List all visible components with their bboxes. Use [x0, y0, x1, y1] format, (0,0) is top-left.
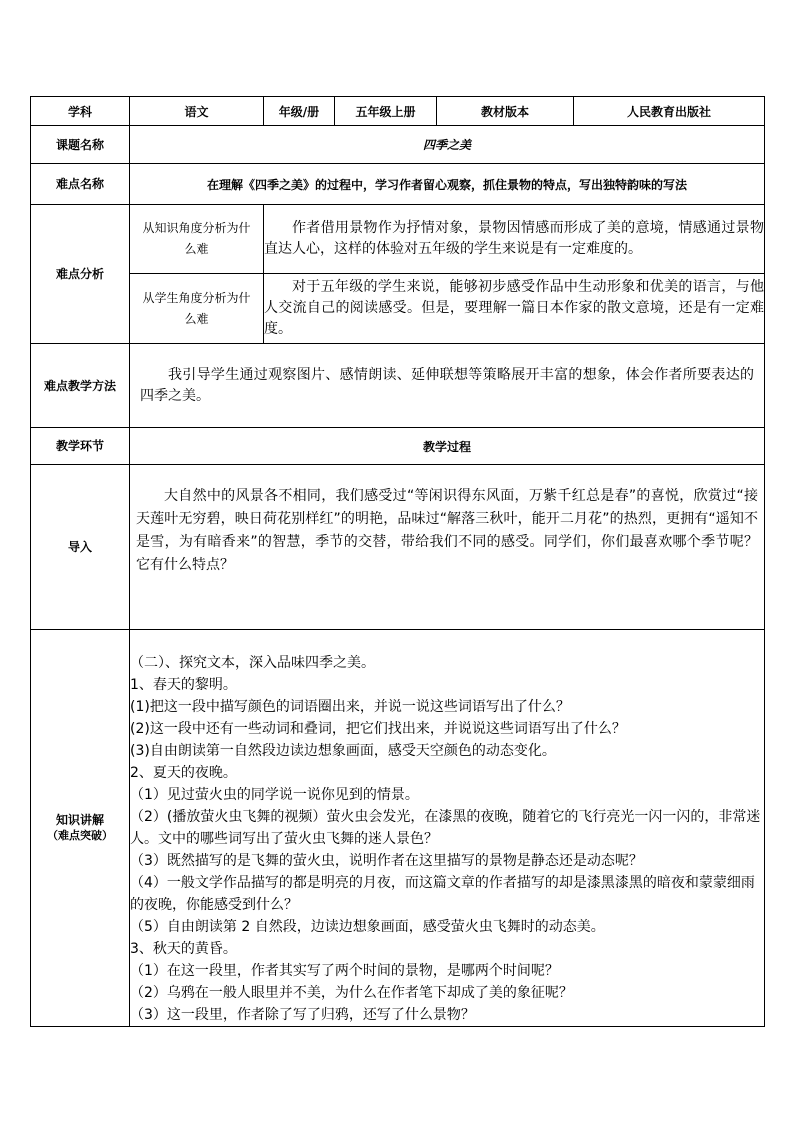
knowledge-label-line2: （难点突破） — [47, 829, 113, 842]
knowledge-angle-label — [130, 205, 264, 274]
intro-label: 导入 — [31, 465, 130, 630]
edition-value: 人民教育出版社 — [574, 97, 765, 126]
process-header-row — [31, 428, 765, 465]
knowledge-line: 3、秋天的黄昏。 — [130, 941, 237, 957]
lesson-name-value: 四季之美 — [130, 126, 765, 164]
subject-value: 语文 — [130, 97, 264, 126]
student-angle-text: 从学生角度分析为什么难 — [142, 290, 251, 326]
intro-row — [31, 465, 765, 630]
subject-label: 学科 — [31, 97, 130, 126]
edition-label: 教材版本 — [437, 97, 574, 126]
knowledge-line: （1）在这一段里，作者其实写了两个时间的景物，是哪两个时间呢？ — [130, 963, 559, 979]
difficulty-label: 难点名称 — [31, 164, 130, 205]
header-row — [31, 97, 765, 126]
knowledge-line: 1、春天的黎明。 — [130, 677, 237, 693]
stage-header-label: 教学环节 — [31, 428, 130, 465]
knowledge-line: （二）、探究文本，深入品味四季之美。 — [130, 655, 375, 671]
method-content — [130, 344, 765, 428]
knowledge-line: （2）乌鸦在一般人眼里并不美，为什么在作者笔下却成了美的象征呢？ — [130, 985, 573, 1001]
knowledge-line: （1）见过萤火虫的同学说一说你见到的情景。 — [130, 787, 419, 803]
student-angle-content — [264, 274, 765, 344]
difficulty-value: 在理解《四季之美》的过程中，学习作者留心观察，抓住景物的特点，写出独特韵味的写法 — [130, 164, 765, 205]
knowledge-line: (3)自由朗读第一自然段边读边想象画面，感受天空颜色的动态变化。 — [130, 743, 556, 759]
student-angle-label — [130, 274, 264, 344]
knowledge-angle-paragraph: 作者借用景物作为抒情对象，景物因情感而形成了美的意境，情感通过景物直达人心，这样的体验对五年级的学生来说是有一定难度的。 — [264, 220, 764, 257]
knowledge-line: 2、夏天的夜晚。 — [130, 765, 237, 781]
knowledge-line: (2)这一段中还有一些动词和叠词，把它们找出来，并说说这些词语写出了什么？ — [130, 721, 626, 737]
knowledge-line: （3）既然描写的是飞舞的萤火虫，说明作者在这里描写的景物是静态还是动态呢？ — [130, 853, 643, 869]
lesson-name-row — [31, 126, 765, 164]
method-row — [31, 344, 765, 428]
knowledge-content — [130, 630, 765, 1027]
knowledge-angle-content — [264, 205, 765, 274]
knowledge-line: （2）(播放萤火虫飞舞的视频）萤火虫会发光，在漆黑的夜晚，随着它的飞行亮光一闪一闪的，非常迷人。文中的哪些词写出了萤火虫飞舞的迷人景色？ — [130, 809, 761, 847]
knowledge-line: （5）自由朗读第 2 自然段，边读边想象画面，感受萤火虫飞舞时的动态美。 — [130, 919, 605, 935]
lesson-plan-table — [30, 96, 765, 1027]
knowledge-line: （4）一般文学作品描写的都是明亮的月夜，而这篇文章的作者描写的却是漆黑漆黑的暗夜和蒙蒙细雨的夜晚，你能感受到什么？ — [130, 875, 755, 913]
lesson-name-label: 课题名称 — [31, 126, 130, 164]
intro-content — [130, 465, 765, 630]
analysis-knowledge-row — [31, 205, 765, 274]
grade-label: 年级/册 — [264, 97, 335, 126]
method-label: 难点教学方法 — [31, 344, 130, 428]
knowledge-label-line1: 知识讲解 — [55, 813, 104, 827]
knowledge-angle-text: 从知识角度分析为什么难 — [142, 221, 251, 256]
lesson-plan-page — [30, 96, 764, 1027]
difficulty-row — [31, 164, 765, 205]
knowledge-label — [31, 630, 130, 1027]
knowledge-line: （3）这一段里，作者除了写了归鸦，还写了什么景物？ — [130, 1007, 475, 1023]
process-header-label: 教学过程 — [130, 428, 765, 465]
grade-value: 五年级上册 — [335, 97, 437, 126]
intro-paragraph: 大自然中的风景各不相同，我们感受过“等闲识得东风面，万紫千红总是春”的喜悦，欣赏过“接天莲叶无穷碧，映日荷花别样红”的明艳，品味过“解落三秋叶，能开二月花”的热烈，更拥有“遥知不是雪，为有暗香来”的智慧，季节的交替，带给我们不同的感受。同学们，你们最喜欢哪个季节呢？它有什么特点？ — [136, 488, 758, 573]
student-angle-paragraph: 对于五年级的学生来说，能够初步感受作品中生动形象和优美的语言，与他人交流自己的阅读感受。但是，要理解一篇日本作家的散文意境，还是有一定难度。 — [264, 279, 764, 337]
analysis-student-row — [31, 274, 765, 344]
method-paragraph: 我引导学生通过观察图片、感情朗读、延伸联想等策略展开丰富的想象，体会作者所要表达的四季之美。 — [140, 366, 754, 404]
knowledge-row — [31, 630, 765, 1027]
analysis-label: 难点分析 — [31, 205, 130, 344]
knowledge-line: (1)把这一段中描写颜色的词语圈出来，并说一说这些词语写出了什么？ — [130, 699, 570, 715]
